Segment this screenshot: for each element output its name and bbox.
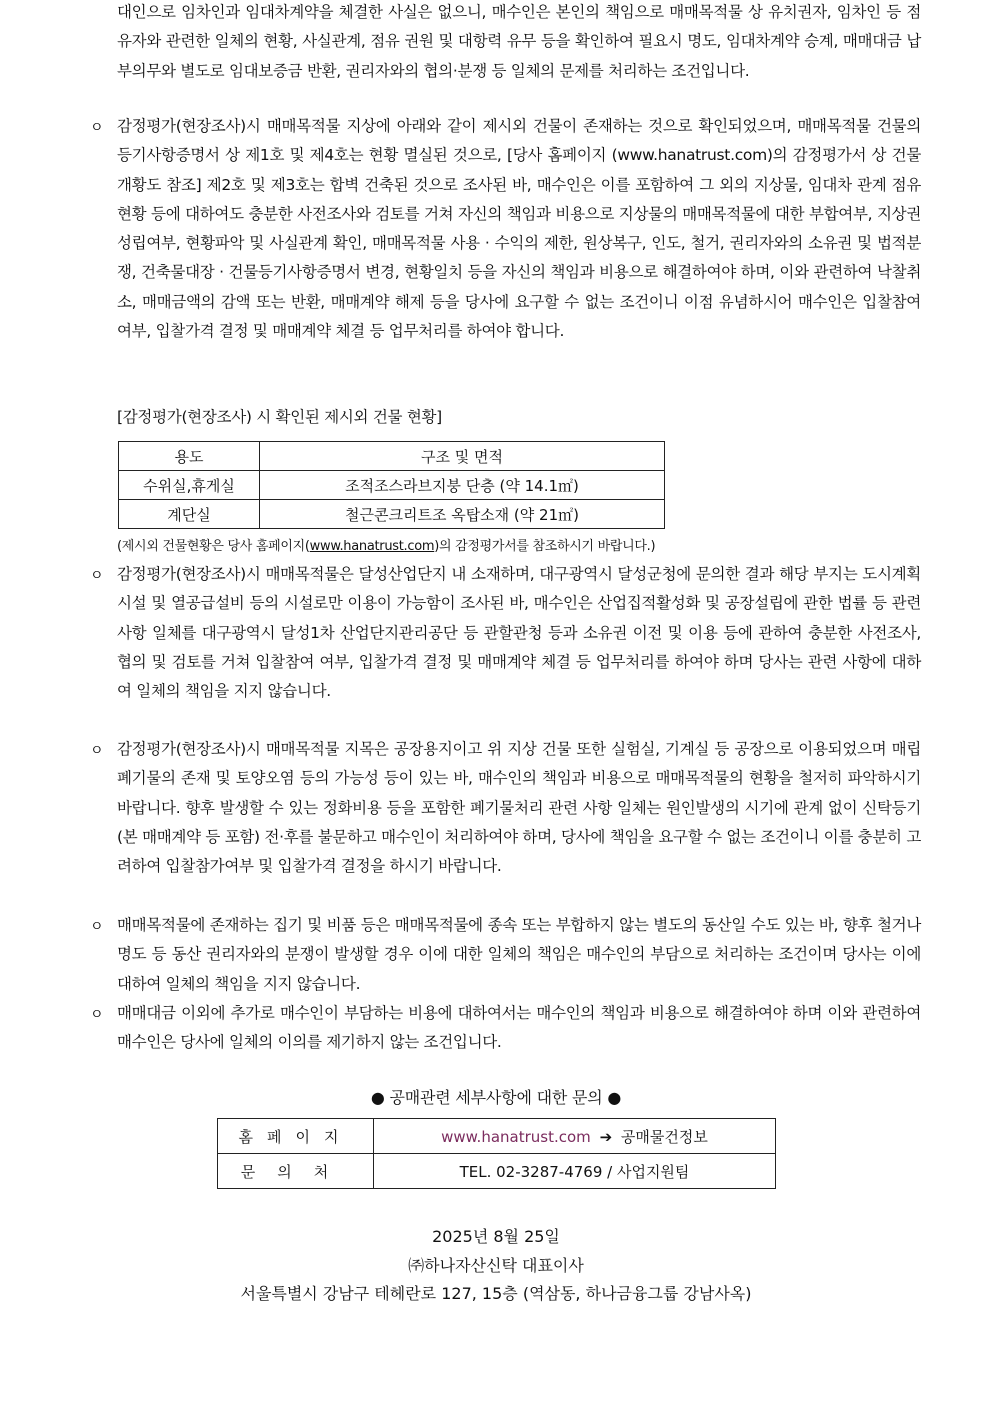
table-caption: [감정평가(현장조사) 시 확인된 제시외 건물 현황] xyxy=(117,408,442,426)
table-header-cell: 용도 xyxy=(119,442,260,471)
bullet-paragraph-movables: 매매목적물에 존재하는 집기 및 비품 등은 매매목적물에 종속 또는 부합하지 않는 별도의 동산일 수도 있는 바, 향후 철거나 명도 등 동산 권리자와의 분쟁이 발생할 경우 이에 대한 일체의 책임은 매수인의 부담으로 처리하는 조건이며 당사는 이에 대하여 일체의 책임을 지지 않습니다. xyxy=(117,916,921,993)
bullet-marker: ㅇ xyxy=(90,919,104,935)
table-note xyxy=(117,535,655,554)
bullet-marker: ㅇ xyxy=(90,743,104,759)
table-note-prefix: (제시외 건물현황은 당사 홈페이지( xyxy=(117,539,310,554)
bullet-marker: ㅇ xyxy=(90,120,104,136)
table-header-row xyxy=(119,442,665,471)
company-address: 서울특별시 강남구 테헤란로 127, 15층 (역삼동, 하나금융그룹 강남사옥) xyxy=(240,1284,752,1303)
homepage-cell xyxy=(374,1119,776,1154)
table-row xyxy=(119,471,665,500)
table-row xyxy=(119,500,665,529)
intro-paragraph: 대인으로 임차인과 임대차계약을 체결한 사실은 없으니, 매수인은 본인의 책임으로 매매목적물 상 유치권자, 임차인 등 점유자와 관련한 일체의 현황, 사실관계, 점유 권원 및 대항력 유무 등을 확인하여 필요시 명도, 임대차계약 승계, 매매대금 납부의무와 별도로 임대보증금 반환, 권리자와의 협의·분쟁 등 일체의 문제를 처리하는 조건입니다. xyxy=(117,3,921,80)
homepage-label: 홈페이지 xyxy=(218,1119,374,1154)
inquiry-title: ● 공매관련 세부사항에 대한 문의 ● xyxy=(370,1088,622,1107)
contact-label: 문의처 xyxy=(218,1154,374,1189)
table-cell: 조적조스라브지붕 단층 (약 14.1㎡) xyxy=(260,471,665,500)
bullet-paragraph-annex-buildings: 감정평가(현장조사)시 매매목적물 지상에 아래와 같이 제시외 건물이 존재하는 것으로 확인되었으며, 매매목적물 건물의 등기사항증명서 상 제1호 및 제4호는 현황 멸실된 것으로, [당사 홈페이지 (www.hanatrust.com)의 감정평가서 상 건물개황도 참조] 제2호 및 제3호는 합벽 건축된 것으로 조사된 바, 매수인은 이를 포함하여 그 외의 지상물, 임대차 관계 점유현황 등에 대하여도 충분한 사전조사와 검토를 거쳐 자신의 책임과 비용으로 지상물의 매매목적물에 대한 부합여부, 지상권 성립여부, 현황파악 및 사실관계 확인, 매매목적물 사용 · 수익의 제한, 원상복구, 인도, 철거, 권리자와의 소유권 및 법적분쟁, 건축물대장 · 건물등기사항증명서 변경, 현황일치 등을 자신의 책임과 비용으로 해결하여야 하며, 이와 관련하여 낙찰취소, 매매금액의 감액 또는 반환, 매매계약 해제 등을 당사에 요구할 수 없는 조건이니 이점 유념하시어 매수인은 입찰참여 여부, 입찰가격 결정 및 매매계약 체결 등 업무처리를 하여야 합니다. xyxy=(117,117,921,341)
bullet-marker: ㅇ xyxy=(90,568,104,584)
table-cell: 수위실,휴게실 xyxy=(119,471,260,500)
table-cell: 계단실 xyxy=(119,500,260,529)
table-row xyxy=(218,1119,776,1154)
annex-buildings-table xyxy=(118,441,665,529)
table-cell: 철근콘크리트조 옥탑소재 (약 21㎡) xyxy=(260,500,665,529)
company-signature: ㈜하나자산신탁 대표이사 xyxy=(408,1256,584,1275)
contact-value: TEL. 02-3287-4769 / 사업지원팀 xyxy=(374,1154,776,1189)
table-row xyxy=(218,1154,776,1189)
bullet-paragraph-additional-costs: 매매대금 이외에 추가로 매수인이 부담하는 비용에 대하여서는 매수인의 책임과 비용으로 해결하여야 하며 이와 관련하여 매수인은 당사에 일체의 이의를 제기하지 않는 조건입니다. xyxy=(117,1004,921,1052)
bullet-marker: ㅇ xyxy=(90,1007,104,1023)
bullet-paragraph-industrial-complex: 감정평가(현장조사)시 매매목적물은 달성산업단지 내 소재하며, 대구광역시 달성군청에 문의한 결과 해당 부지는 도시계획시설 및 열공급설비 등의 시설로만 이용이 가능함이 조사된 바, 매수인은 산업집적활성화 및 공장설립에 관한 법률 등 관련 사항 일체를 대구광역시 달성1차 산업단지관리공단 등 관할관청 등과 소유권 이전 및 이용 등에 관하여 충분한 사전조사, 협의 및 검토를 거쳐 입찰참여 여부, 입찰가격 결정 및 매매계약 체결 등 업무처리를 하여야 하며 당사는 관련 사항에 대하여 일체의 책임을 지지 않습니다. xyxy=(117,565,921,701)
homepage-link[interactable]: www.hanatrust.com xyxy=(309,539,435,554)
arrow-right-icon: ➔ xyxy=(599,1127,613,1146)
bullet-paragraph-waste-contamination: 감정평가(현장조사)시 매매목적물 지목은 공장용지이고 위 지상 건물 또한 실험실, 기계실 등 공장으로 이용되었으며 매립폐기물의 존재 및 토양오염 등의 가능성 등이 있는 바, 매수인의 책임과 비용으로 매매목적물의 현황을 철저히 파악하시기 바랍니다. 향후 발생할 수 있는 정화비용 등을 포함한 폐기물처리 관련 사항 일체는 원인발생의 시기에 관계 없이 신탁등기(본 매매계약 등 포함) 전·후를 불문하고 매수인이 처리하여야 하며, 당사에 책임을 요구할 수 없는 조건이니 이를 충분히 고려하여 입찰참가여부 및 입찰가격 결정을 하시기 바랍니다. xyxy=(117,740,921,876)
homepage-menu-text: 공매물건정보 xyxy=(620,1127,708,1146)
contact-table xyxy=(217,1118,776,1189)
table-note-suffix: )의 감정평가서를 참조하시기 바랍니다.) xyxy=(434,539,656,554)
table-header-cell: 구조 및 면적 xyxy=(260,442,665,471)
document-date: 2025년 8월 25일 xyxy=(432,1227,560,1246)
homepage-url-link[interactable]: www.hanatrust.com xyxy=(441,1127,591,1146)
